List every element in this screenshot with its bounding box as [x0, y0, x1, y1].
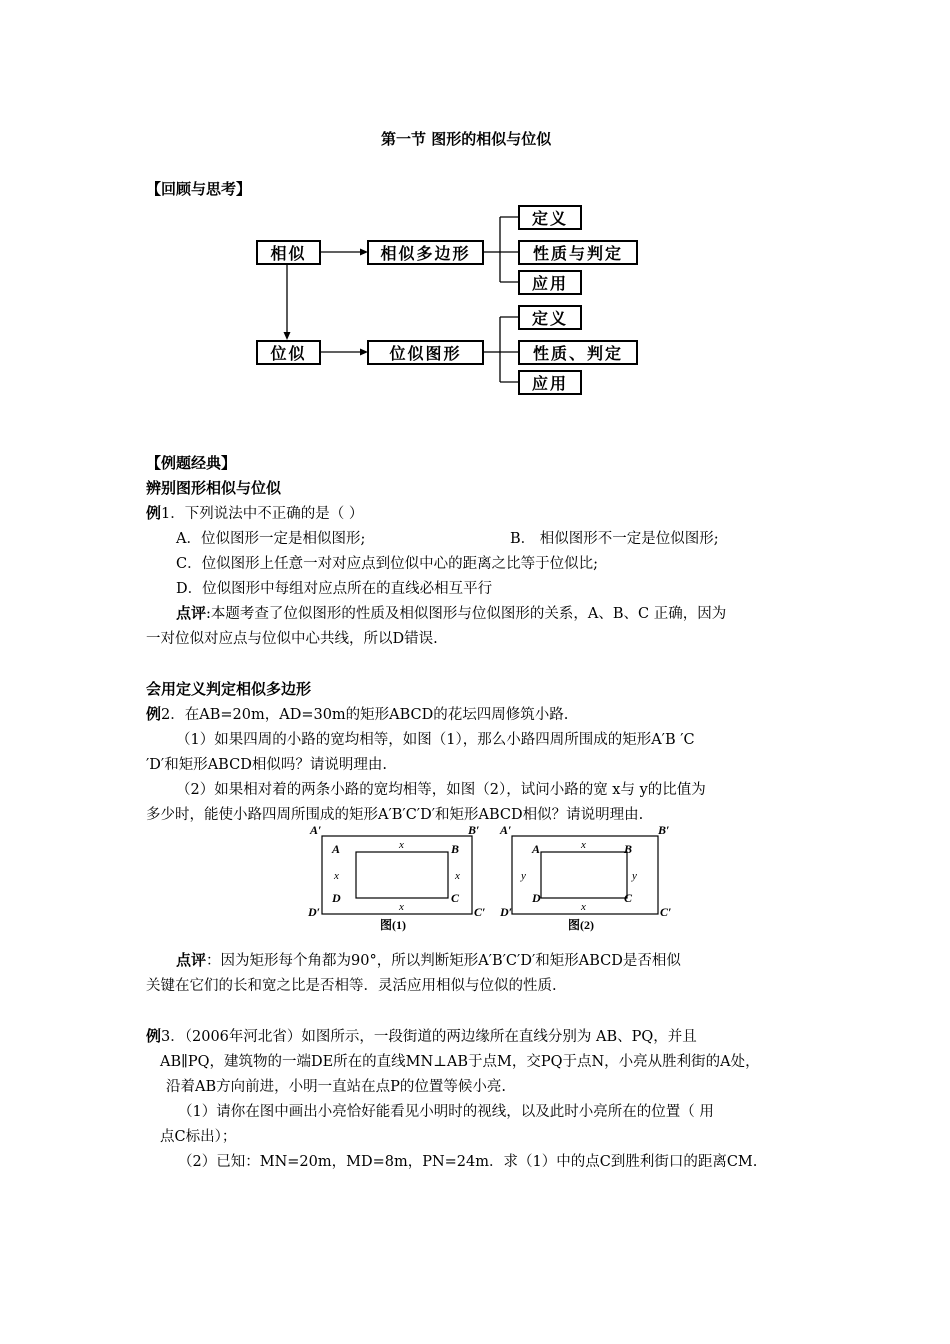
fig1-label-a: A: [332, 842, 341, 856]
node-homothety: 位似: [256, 340, 321, 365]
node-application-2: 应用: [518, 370, 582, 395]
node-property-2: 性质、判定: [518, 340, 638, 365]
fig2-caption: 图(2): [568, 918, 594, 932]
comment-label: 点评: [176, 604, 207, 622]
fig2-label-bp: B′: [658, 823, 670, 837]
fig2-label-ap: A′: [500, 823, 512, 837]
example-2-comment: [176, 949, 681, 970]
subheading-1: 辨别图形相似与位似: [146, 479, 282, 497]
comment-label: 点评: [176, 951, 207, 969]
fig2-label-b: B: [624, 842, 633, 856]
fig2-label-dp: D′: [500, 905, 513, 919]
examples-heading: 【例题经典】: [146, 454, 237, 472]
fig2-width-right: y: [632, 870, 637, 882]
example-2-comment-cont: 关键在它们的长和宽之比是否相等．灵活应用相似与位似的性质.: [146, 978, 557, 994]
question-text: 2．在AB=20m，AD=30m的矩形ABCD的花坛四周修筑小路.: [161, 707, 569, 723]
review-heading: 【回顾与思考】: [146, 180, 252, 198]
comment-text: ：因为矩形每个角都为90°，所以判断矩形A′B′C′D′和矩形ABCD是否相似: [206, 953, 681, 969]
fig2-inner-rect: [541, 852, 627, 898]
example-3-question: [146, 1025, 697, 1046]
option-c: C．位似图形上任意一对对应点到位似中心的距离之比等于位似比;: [176, 556, 598, 572]
fig1-label-d: D: [332, 891, 341, 905]
example-1-comment-cont: 一对位似对应点与位似中心共线，所以D错误.: [146, 631, 438, 647]
fig2-label-cp: C′: [660, 905, 672, 919]
fig1-label-bp: B′: [468, 823, 480, 837]
example-2-question: [146, 703, 568, 724]
fig2-label-a: A: [532, 842, 541, 856]
fig1-width-right: x: [455, 870, 460, 882]
node-definition-2: 定义: [518, 305, 582, 330]
fig2-label-c: C: [624, 891, 633, 905]
example-1-question: [146, 502, 363, 523]
fig1-caption: 图(1): [380, 918, 406, 932]
example-2-part-2: （2）如果相对着的两条小路的宽均相等，如图（2），试问小路的宽 x与 y的比值为: [176, 782, 706, 798]
node-homothetic-figure: 位似图形: [367, 340, 484, 365]
comment-text: :本题考查了位似图形的性质及相似图形与位似图形的关系，A、B、C 正确，因为: [206, 606, 727, 622]
node-similar: 相似: [256, 240, 321, 265]
example-3-q1: （1）请你在图中画出小亮恰好能看见小明时的视线，以及此时小亮所在的位置（ 用: [178, 1104, 714, 1120]
fig1-width-top: x: [399, 839, 404, 851]
option-d: D．位似图形中每组对应点所在的直线必相互平行: [176, 581, 493, 597]
example-3-q1-cont: 点C标出）；: [160, 1129, 237, 1145]
question-text: 1．下列说法中不正确的是（ ）: [161, 506, 364, 522]
fig2-width-bottom: x: [581, 901, 586, 913]
fig1-outer-rect: [322, 836, 472, 914]
fig2-width-left: y: [521, 870, 526, 882]
fig1-label-cp: C′: [474, 905, 486, 919]
example-2-part-1-cont: ′D′和矩形ABCD相似吗？请说明理由.: [146, 757, 387, 773]
example-2-part-1: （1）如果四周的小路的宽均相等，如图（1），那么小路四周所围成的矩形A′B ′C: [176, 732, 695, 748]
example-3-q2: （2）已知：MN=20m，MD=8m，PN=24m．求（1）中的点C到胜利街口的距离CM.: [178, 1154, 758, 1170]
example-2-figures: [300, 820, 690, 935]
fig1-inner-rect: [356, 852, 448, 898]
question-text: 3．（2006年河北省）如图所示，一段街道的两边缘所在直线分别为 AB、PQ，并且: [161, 1029, 697, 1045]
fig2-width-top: x: [581, 839, 586, 851]
fig1-width-bottom: x: [399, 901, 404, 913]
page-title: 第一节 图形的相似与位似: [381, 130, 552, 148]
example-1-comment: [176, 602, 726, 623]
node-definition-1: 定义: [518, 205, 582, 230]
fig2-label-d: D: [532, 891, 541, 905]
example-label: 例: [146, 1027, 162, 1045]
fig1-label-c: C: [451, 891, 460, 905]
example-3-line-3: 沿着AB方向前进，小明一直站在点P的位置等候小亮.: [166, 1079, 506, 1095]
fig1-label-dp: D′: [308, 905, 321, 919]
example-3-line-2: AB∥PQ，建筑物的一端DE所在的直线MN⊥AB于点M，交PQ于点N，小亮从胜利街的A处，: [160, 1054, 760, 1070]
fig1-width-left: x: [334, 870, 339, 882]
fig1-label-b: B: [451, 842, 460, 856]
example-label: 例: [146, 504, 162, 522]
example-label: 例: [146, 705, 162, 723]
subheading-2: 会用定义判定相似多边形: [146, 680, 312, 698]
node-property-1: 性质与判定: [518, 240, 638, 265]
node-similar-polygon: 相似多边形: [367, 240, 484, 265]
option-b: B． 相似图形不一定是位似图形;: [510, 531, 719, 547]
node-application-1: 应用: [518, 270, 582, 295]
example-2-part-2-cont: 多少时，能使小路四周所围成的矩形A′B′C′D′和矩形ABCD相似？请说明理由.: [146, 807, 644, 823]
fig1-label-ap: A′: [310, 823, 322, 837]
option-a: A．位似图形一定是相似图形;: [176, 531, 366, 547]
